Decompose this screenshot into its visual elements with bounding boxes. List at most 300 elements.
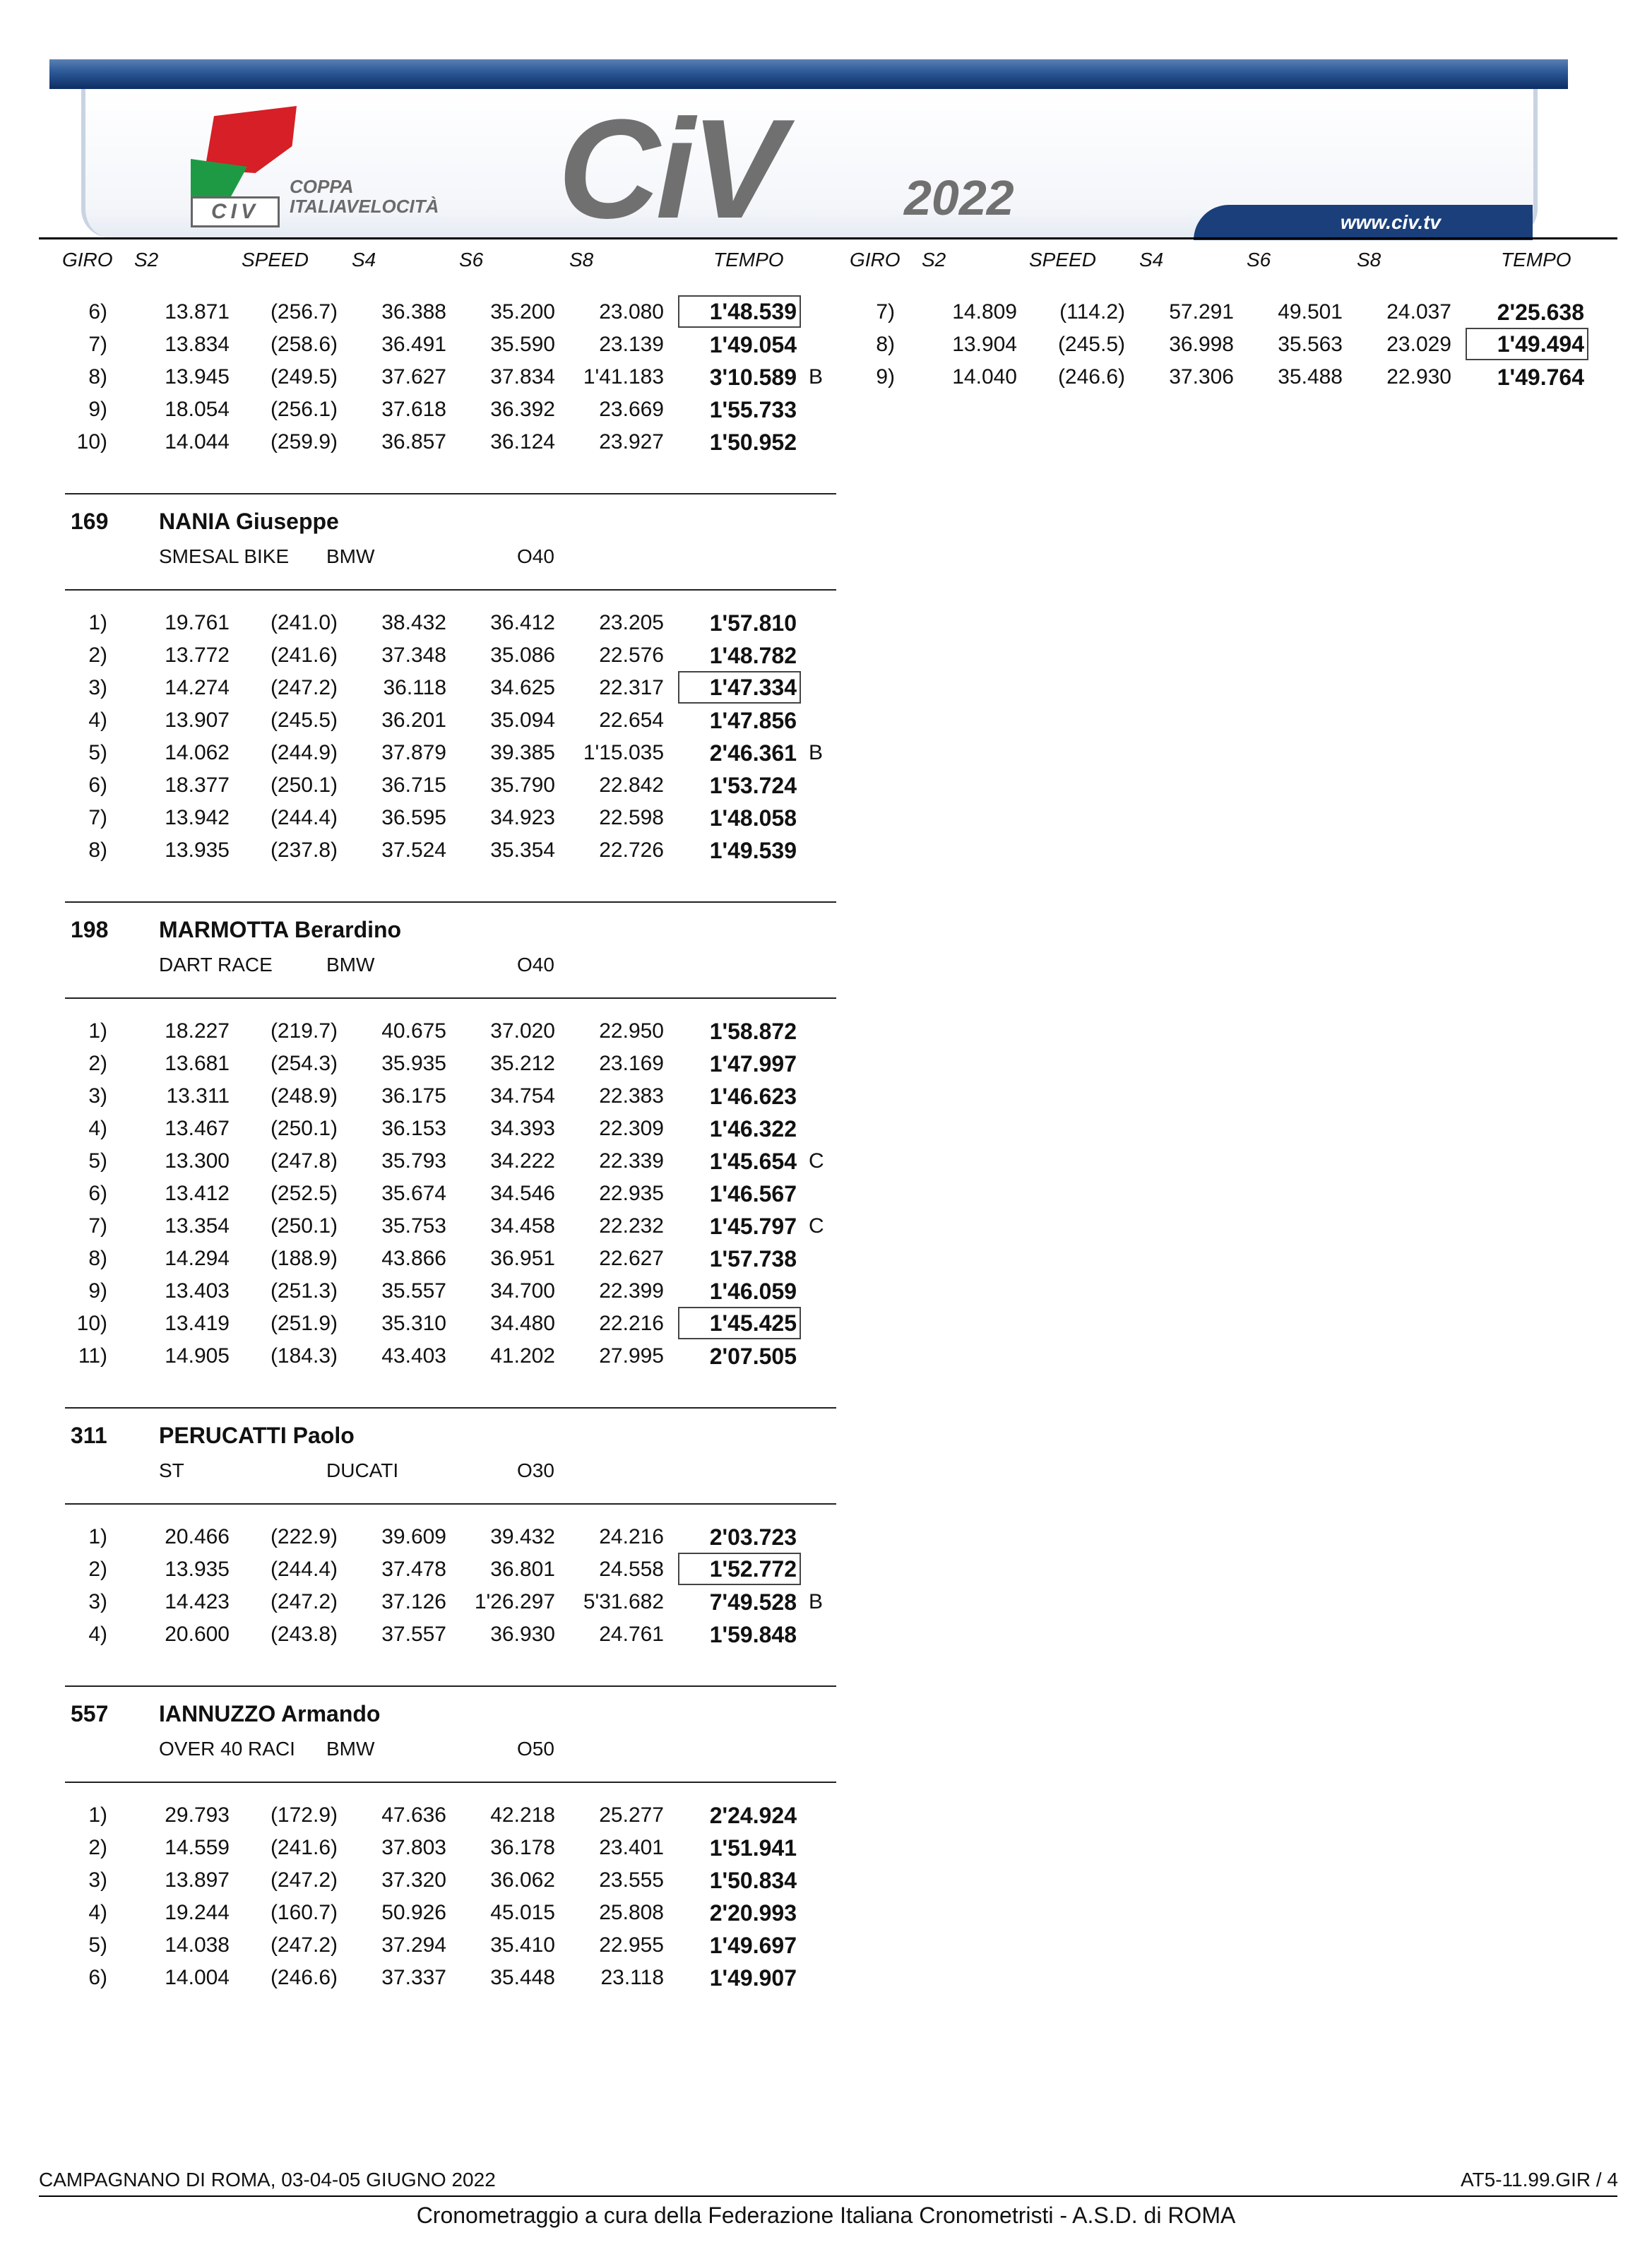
lap-speed: (172.9): [270, 1803, 338, 1827]
lap-s4: 35.753: [381, 1214, 446, 1238]
lap-row: [788, 329, 1621, 360]
rider-name: PERUCATTI Paolo: [159, 1423, 355, 1448]
lap-s6: 34.480: [490, 1312, 555, 1335]
lap-giro: 2): [88, 644, 107, 667]
lap-tempo: 1'46.567: [709, 1181, 797, 1207]
lap-s6: 35.354: [490, 838, 555, 862]
lap-speed: (245.5): [270, 709, 338, 732]
lap-giro: 4): [88, 1117, 107, 1140]
lap-row: [0, 1016, 833, 1047]
lap-speed: (160.7): [270, 1901, 338, 1924]
lap-speed: (246.6): [1057, 365, 1125, 389]
lap-row: [0, 297, 833, 328]
lap-row: [0, 1081, 833, 1112]
lap-s6: 36.178: [490, 1836, 555, 1859]
lap-row: [0, 1113, 833, 1144]
rider-category: O40: [517, 545, 554, 567]
lap-row: [788, 297, 1621, 328]
lap-s4: 35.793: [381, 1149, 446, 1173]
column-header-s2: S2: [134, 249, 159, 271]
lap-s2: 14.559: [165, 1836, 230, 1859]
lap-giro: 4): [88, 709, 107, 732]
lap-s4: 35.310: [381, 1312, 446, 1335]
lap-speed: (250.1): [270, 774, 338, 797]
lap-s8: 24.216: [599, 1525, 664, 1548]
rider-category: O40: [517, 954, 554, 976]
lap-speed: (249.5): [270, 365, 338, 389]
lap-flag: C: [809, 1214, 824, 1238]
lap-tempo-best: 1'48.539: [679, 297, 800, 326]
lap-s6: 1'26.297: [474, 1590, 555, 1613]
lap-giro: 7): [88, 806, 107, 829]
lap-s2: 14.062: [165, 741, 230, 764]
lap-row: [0, 835, 833, 866]
lap-s8: 23.169: [599, 1052, 664, 1075]
rider-name: NANIA Giuseppe: [159, 509, 339, 534]
lap-tempo: 1'46.322: [709, 1116, 797, 1142]
lap-s6: 35.790: [490, 774, 555, 797]
lap-s4: 37.348: [381, 644, 446, 667]
lap-s4: 37.478: [381, 1558, 446, 1581]
lap-row: [0, 1619, 833, 1650]
lap-s6: 35.410: [490, 1933, 555, 1957]
lap-s4: 36.175: [381, 1084, 446, 1108]
footer-page-ref: AT5-11.99.GIR / 4: [1460, 2169, 1618, 2191]
lap-s2: 13.419: [165, 1312, 230, 1335]
lap-s6: 39.385: [490, 741, 555, 764]
lap-giro: 10): [76, 430, 107, 454]
lap-row: [0, 1832, 833, 1863]
lap-tempo: 1'58.872: [709, 1019, 797, 1044]
lap-s4: 37.618: [381, 398, 446, 421]
lap-s4: 37.557: [381, 1623, 446, 1646]
lap-s6: 39.432: [490, 1525, 555, 1548]
lap-tempo: 1'47.856: [709, 708, 797, 733]
lap-row: [0, 329, 833, 360]
lap-tempo: 2'20.993: [709, 1900, 797, 1926]
lap-giro: 5): [88, 741, 107, 764]
lap-s8: 25.277: [599, 1803, 664, 1827]
lap-s8: 23.927: [599, 430, 664, 454]
lap-row: [0, 672, 833, 704]
lap-tempo: 1'59.848: [709, 1622, 797, 1647]
rider-bike: BMW: [326, 954, 375, 976]
lap-s2: 20.466: [165, 1525, 230, 1548]
lap-giro: 6): [88, 774, 107, 797]
lap-speed: (219.7): [270, 1019, 338, 1043]
lap-s2: 14.809: [952, 300, 1017, 324]
lap-giro: 4): [88, 1623, 107, 1646]
lap-s6: 45.015: [490, 1901, 555, 1924]
lap-giro: 2): [88, 1836, 107, 1859]
lap-s4: 36.998: [1169, 333, 1234, 356]
lap-s4: 50.926: [381, 1901, 446, 1924]
lap-row: [0, 1800, 833, 1831]
lap-tempo: 7'49.528: [709, 1589, 797, 1615]
lap-tempo: 1'46.059: [709, 1279, 797, 1304]
lap-tempo: 1'50.952: [709, 429, 797, 455]
lap-row: [0, 1962, 833, 1993]
lap-giro: 9): [88, 398, 107, 421]
lap-tempo: 2'07.505: [709, 1344, 797, 1369]
lap-s6: 35.590: [490, 333, 555, 356]
lap-s2: 29.793: [165, 1803, 230, 1827]
lap-tempo-best: 1'49.494: [1467, 329, 1587, 359]
lap-s2: 13.942: [165, 806, 230, 829]
lap-s8: 22.383: [599, 1084, 664, 1108]
lap-s6: 35.563: [1278, 333, 1343, 356]
lap-speed: (259.9): [270, 430, 338, 454]
lap-row: [0, 427, 833, 458]
lap-s6: 37.834: [490, 365, 555, 389]
lap-giro: 1): [88, 1803, 107, 1827]
coppa-line2: ITALIAVELOCITÀ: [290, 196, 439, 217]
lap-giro: 6): [88, 1182, 107, 1205]
lap-s4: 43.866: [381, 1247, 446, 1270]
lap-s4: 37.337: [381, 1966, 446, 1989]
lap-giro: 8): [88, 838, 107, 862]
lap-giro: 6): [88, 1966, 107, 1989]
lap-s2: 14.423: [165, 1590, 230, 1613]
lap-s6: 41.202: [490, 1344, 555, 1368]
lap-tempo: 2'24.924: [709, 1803, 797, 1828]
lap-giro: 3): [88, 1868, 107, 1892]
lap-s6: 35.094: [490, 709, 555, 732]
lap-s4: 47.636: [381, 1803, 446, 1827]
lap-row: [0, 1522, 833, 1553]
lap-s4: 36.118: [383, 676, 446, 699]
lap-s2: 13.834: [165, 333, 230, 356]
lap-s8: 22.598: [599, 806, 664, 829]
lap-tempo: 1'49.907: [709, 1965, 797, 1991]
lap-speed: (222.9): [270, 1525, 338, 1548]
rider-number: 557: [71, 1701, 109, 1726]
rider-header-divider: [65, 997, 836, 999]
lap-giro: 7): [88, 333, 107, 356]
rider-divider: [65, 1407, 836, 1409]
lap-speed: (184.3): [270, 1344, 338, 1368]
lap-flag: B: [809, 1590, 824, 1613]
rider-bike: BMW: [326, 1738, 375, 1760]
lap-s8: 23.205: [599, 611, 664, 634]
rider-header-divider: [65, 589, 836, 591]
rider-divider: [65, 493, 836, 494]
lap-s4: 37.320: [381, 1868, 446, 1892]
lap-row: [0, 770, 833, 801]
footer-divider: [39, 2195, 1617, 2197]
lap-s4: 39.609: [381, 1525, 446, 1548]
lap-speed: (251.3): [270, 1279, 338, 1303]
lap-tempo-best: 1'45.425: [679, 1308, 800, 1338]
lap-row: [0, 1554, 833, 1585]
rider-divider: [65, 901, 836, 903]
lap-s4: 35.935: [381, 1052, 446, 1075]
lap-s4: 43.403: [381, 1344, 446, 1368]
lap-s6: 35.448: [490, 1966, 555, 1989]
lap-giro: 2): [88, 1052, 107, 1075]
coppa-label: [290, 177, 439, 216]
lap-giro: 1): [88, 1019, 107, 1043]
lap-s2: 13.907: [165, 709, 230, 732]
lap-speed: (246.6): [270, 1966, 338, 1989]
lap-s8: 22.955: [599, 1933, 664, 1957]
lap-s6: 36.801: [490, 1558, 555, 1581]
lap-row: [0, 1897, 833, 1928]
lap-flag: C: [809, 1149, 824, 1173]
lap-s6: 34.393: [490, 1117, 555, 1140]
column-header-giro: GIRO: [62, 249, 113, 271]
lap-s6: 34.923: [490, 806, 555, 829]
lap-s8: 22.726: [599, 838, 664, 862]
lap-s8: 24.761: [599, 1623, 664, 1646]
lap-s4: 36.388: [381, 300, 446, 324]
column-header-s6: S6: [1247, 249, 1271, 271]
lap-tempo: 1'48.058: [709, 805, 797, 831]
lap-s8: 23.029: [1386, 333, 1451, 356]
lap-giro: 8): [88, 365, 107, 389]
lap-row: [0, 1930, 833, 1961]
lap-s4: 37.803: [381, 1836, 446, 1859]
lap-speed: (258.6): [270, 333, 338, 356]
lap-s2: 20.600: [165, 1623, 230, 1646]
lap-s2: 19.761: [165, 611, 230, 634]
lap-giro: 5): [88, 1149, 107, 1173]
lap-speed: (252.5): [270, 1182, 338, 1205]
lap-s2: 18.054: [165, 398, 230, 421]
column-header-s8: S8: [569, 249, 594, 271]
lap-speed: (237.8): [270, 838, 338, 862]
lap-s8: 25.808: [599, 1901, 664, 1924]
lap-tempo: 1'51.941: [709, 1835, 797, 1861]
lap-giro: 8): [876, 333, 895, 356]
lap-s2: 13.772: [165, 644, 230, 667]
lap-s2: 13.935: [165, 1558, 230, 1581]
lap-s2: 13.467: [165, 1117, 230, 1140]
lap-tempo: 1'48.782: [709, 643, 797, 668]
lap-s4: 37.306: [1169, 365, 1234, 389]
lap-s8: 22.309: [599, 1117, 664, 1140]
lap-s6: 34.754: [490, 1084, 555, 1108]
lap-speed: (247.8): [270, 1149, 338, 1173]
lap-row: [788, 362, 1621, 393]
lap-s8: 24.558: [599, 1558, 664, 1581]
header-banner: [49, 59, 1568, 89]
lap-s6: 35.212: [490, 1052, 555, 1075]
lap-s4: 38.432: [381, 611, 446, 634]
lap-speed: (248.9): [270, 1084, 338, 1108]
lap-s8: 22.950: [599, 1019, 664, 1043]
lap-tempo: 1'57.738: [709, 1246, 797, 1272]
lap-tempo-best: 1'52.772: [679, 1554, 800, 1584]
lap-tempo: 1'49.054: [709, 332, 797, 357]
rider-team: ST: [159, 1459, 184, 1481]
lap-s6: 34.222: [490, 1149, 555, 1173]
lap-s8: 23.401: [599, 1836, 664, 1859]
lap-s6: 34.625: [490, 676, 555, 699]
lap-s6: 34.546: [490, 1182, 555, 1205]
rider-team: SMESAL BIKE: [159, 545, 290, 567]
lap-s2: 13.300: [165, 1149, 230, 1173]
lap-s4: 36.491: [381, 333, 446, 356]
lap-row: [0, 1341, 833, 1372]
rider-number: 311: [71, 1423, 107, 1448]
lap-s4: 37.294: [381, 1933, 446, 1957]
lap-s2: 14.044: [165, 430, 230, 454]
lap-row: [0, 737, 833, 769]
lap-s4: 37.879: [381, 741, 446, 764]
lap-giro: 3): [88, 676, 107, 699]
lap-s2: 19.244: [165, 1901, 230, 1924]
lap-speed: (251.9): [270, 1312, 338, 1335]
lap-speed: (244.4): [270, 806, 338, 829]
column-header-tempo: TEMPO: [713, 249, 784, 271]
lap-s4: 35.674: [381, 1182, 446, 1205]
lap-row: [0, 394, 833, 425]
lap-s6: 35.086: [490, 644, 555, 667]
civ-coppa-logo: [191, 106, 304, 226]
lap-speed: (256.7): [270, 300, 338, 324]
lap-tempo: 1'57.810: [709, 610, 797, 636]
footer-event: CAMPAGNANO DI ROMA, 03-04-05 GIUGNO 2022: [39, 2169, 496, 2191]
lap-giro: 8): [88, 1247, 107, 1270]
lap-speed: (241.6): [270, 644, 338, 667]
column-header-giro: GIRO: [850, 249, 901, 271]
lap-s2: 14.294: [165, 1247, 230, 1270]
lap-tempo: 1'49.697: [709, 1933, 797, 1958]
lap-giro: 9): [876, 365, 895, 389]
lap-s8: 22.654: [599, 709, 664, 732]
lap-speed: (247.2): [270, 1868, 338, 1892]
lap-giro: 6): [88, 300, 107, 324]
lap-speed: (247.2): [270, 1590, 338, 1613]
lap-row: [0, 1211, 833, 1242]
lap-speed: (250.1): [270, 1214, 338, 1238]
lap-s6: 36.392: [490, 398, 555, 421]
civ-url: www.civ.tv: [1194, 205, 1533, 240]
lap-s8: 22.232: [599, 1214, 664, 1238]
lap-speed: (241.6): [270, 1836, 338, 1859]
lap-row: [0, 802, 833, 834]
lap-giro: 9): [88, 1279, 107, 1303]
lap-row: [0, 608, 833, 639]
lap-s8: 23.555: [599, 1868, 664, 1892]
lap-s4: 36.153: [381, 1117, 446, 1140]
rider-header-divider: [65, 1782, 836, 1783]
lap-s2: 13.945: [165, 365, 230, 389]
lap-s4: 36.857: [381, 430, 446, 454]
rider-bike: DUCATI: [326, 1459, 399, 1481]
lap-s6: 35.200: [490, 300, 555, 324]
column-header-speed: SPEED: [242, 249, 309, 271]
lap-row: [0, 1276, 833, 1307]
lap-s6: 42.218: [490, 1803, 555, 1827]
lap-s2: 13.412: [165, 1182, 230, 1205]
lap-s2: 14.905: [165, 1344, 230, 1368]
lap-speed: (243.8): [270, 1623, 338, 1646]
lap-speed: (256.1): [270, 398, 338, 421]
column-header-s8: S8: [1357, 249, 1381, 271]
lap-s6: 36.930: [490, 1623, 555, 1646]
lap-tempo: 1'46.623: [709, 1084, 797, 1109]
rider-name: MARMOTTA Berardino: [159, 917, 402, 942]
rider-category: O30: [517, 1459, 554, 1481]
lap-giro: 10): [76, 1312, 107, 1335]
rider-team: DART RACE: [159, 954, 273, 976]
lap-s8: 22.842: [599, 774, 664, 797]
lap-s8: 5'31.682: [583, 1590, 664, 1613]
lap-s2: 13.871: [165, 300, 230, 324]
column-header-speed: SPEED: [1029, 249, 1096, 271]
lap-s6: 35.488: [1278, 365, 1343, 389]
lap-s4: 40.675: [381, 1019, 446, 1043]
civ-year: 2022: [904, 170, 1014, 225]
lap-s2: 14.038: [165, 1933, 230, 1957]
rider-number: 169: [71, 509, 109, 534]
lap-row: [0, 1243, 833, 1274]
lap-speed: (188.9): [270, 1247, 338, 1270]
rider-divider: [65, 1685, 836, 1687]
rider-header-divider: [65, 1503, 836, 1505]
lap-s6: 34.700: [490, 1279, 555, 1303]
lap-speed: (254.3): [270, 1052, 338, 1075]
lap-s6: 36.951: [490, 1247, 555, 1270]
lap-tempo: 2'46.361: [709, 740, 797, 766]
lap-s2: 13.904: [952, 333, 1017, 356]
lap-tempo: 1'55.733: [709, 397, 797, 422]
lap-speed: (244.9): [270, 741, 338, 764]
lap-row: [0, 1146, 833, 1177]
lap-tempo-best: 1'47.334: [679, 672, 800, 702]
lap-s8: 22.627: [599, 1247, 664, 1270]
lap-s8: 23.669: [599, 398, 664, 421]
rider-team: OVER 40 RACI: [159, 1738, 295, 1760]
lap-s6: 49.501: [1278, 300, 1343, 324]
lap-s8: 1'41.183: [583, 365, 664, 389]
lap-tempo: 2'03.723: [709, 1524, 797, 1550]
lap-flag: B: [809, 365, 824, 389]
lap-s8: 22.317: [599, 676, 664, 699]
lap-s4: 37.126: [381, 1590, 446, 1613]
lap-tempo: 1'49.764: [1497, 365, 1584, 390]
lap-giro: 3): [88, 1084, 107, 1108]
lap-tempo: 2'25.638: [1497, 300, 1584, 325]
rider-bike: BMW: [326, 545, 375, 567]
lap-s4: 36.715: [381, 774, 446, 797]
lap-s6: 37.020: [490, 1019, 555, 1043]
logo-civ-text: CIV: [191, 196, 280, 227]
lap-speed: (250.1): [270, 1117, 338, 1140]
lap-s2: 13.681: [165, 1052, 230, 1075]
lap-s8: 27.995: [599, 1344, 664, 1368]
rider-name: IANNUZZO Armando: [159, 1701, 381, 1726]
lap-giro: 1): [88, 611, 107, 634]
rider-category: O50: [517, 1738, 554, 1760]
lap-giro: 5): [88, 1933, 107, 1957]
lap-giro: 11): [78, 1344, 107, 1368]
lap-s2: 13.311: [166, 1084, 230, 1108]
lap-s8: 22.930: [1386, 365, 1451, 389]
lap-s8: 22.216: [599, 1312, 664, 1335]
lap-s2: 14.274: [165, 676, 230, 699]
column-header-s6: S6: [459, 249, 484, 271]
lap-row: [0, 705, 833, 736]
lap-tempo: 1'45.797: [709, 1214, 797, 1239]
lap-tempo: 1'53.724: [709, 773, 797, 798]
lap-row: [0, 1308, 833, 1339]
lap-s8: 22.935: [599, 1182, 664, 1205]
lap-speed: (114.2): [1059, 300, 1125, 324]
lap-s2: 18.227: [165, 1019, 230, 1043]
